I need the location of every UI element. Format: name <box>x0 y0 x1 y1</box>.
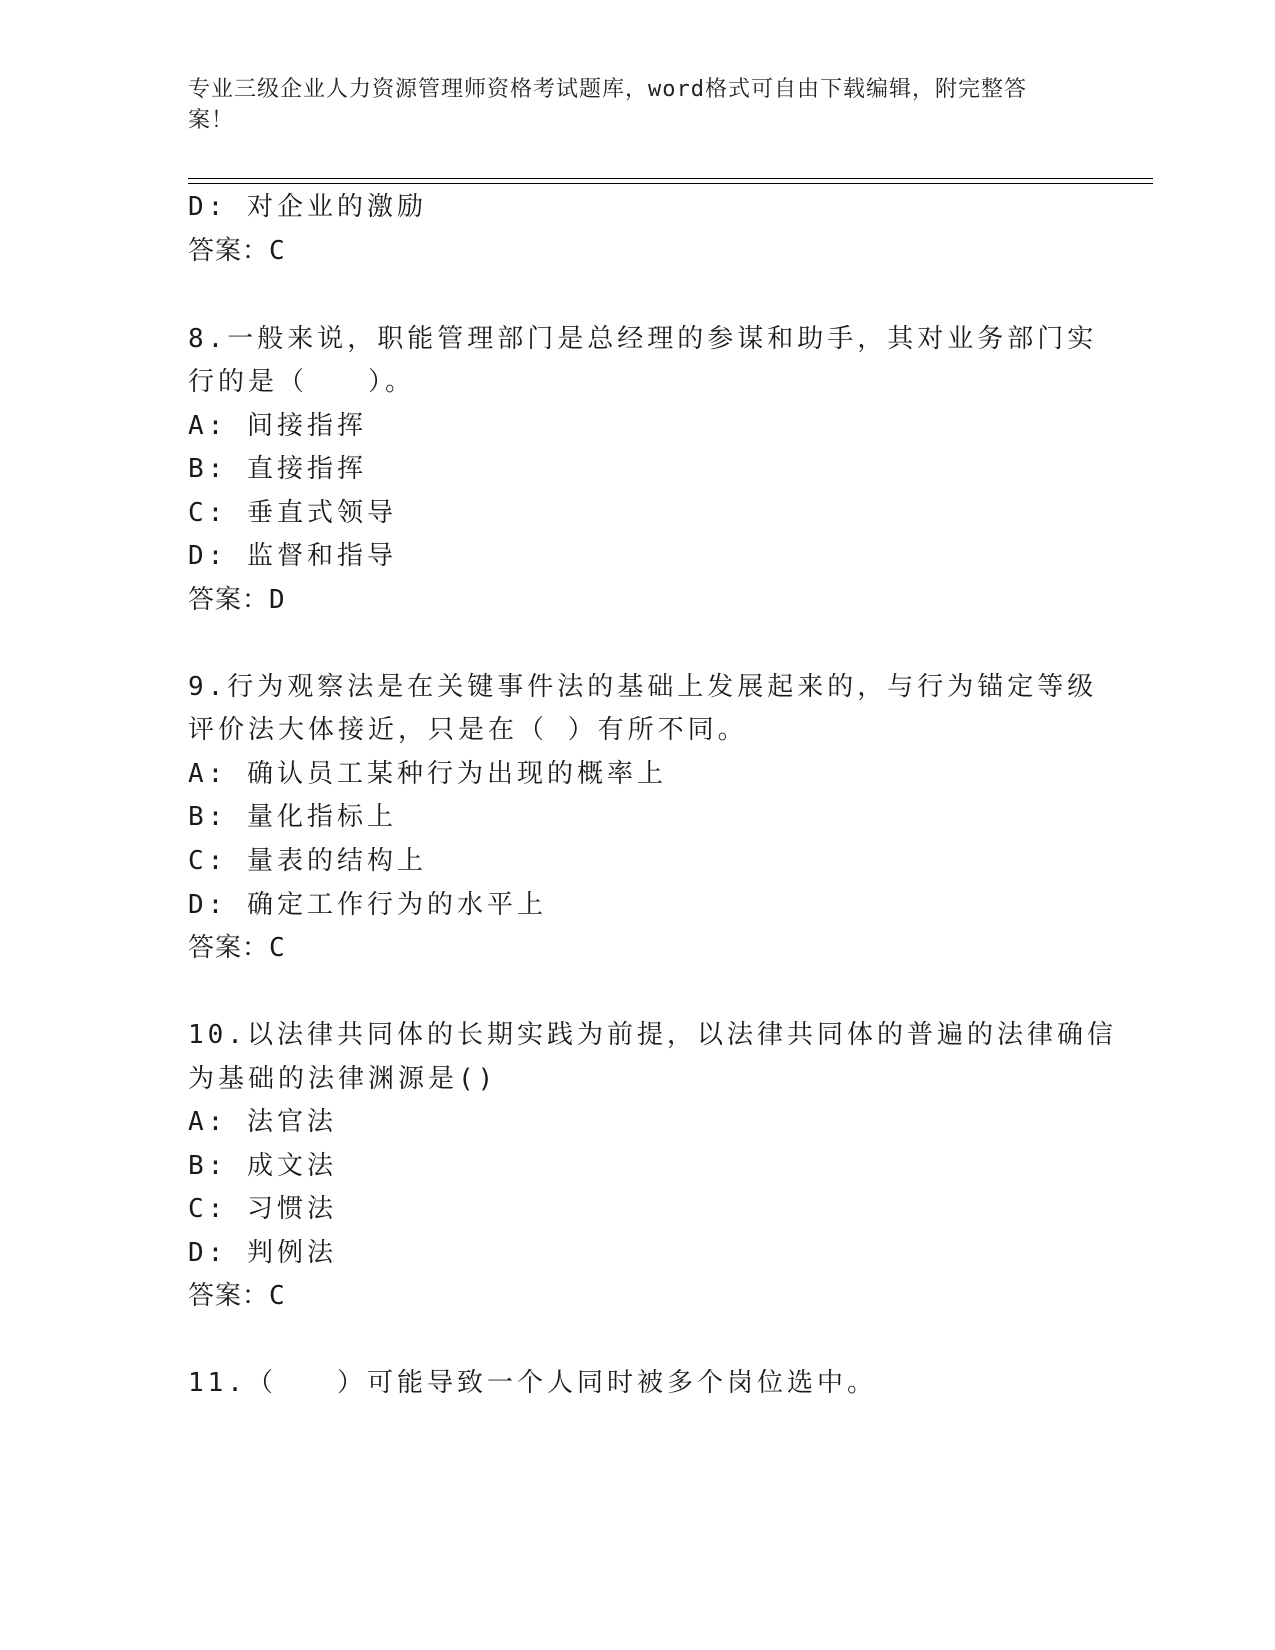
q9-option-c: C: 量表的结构上 <box>188 846 427 876</box>
document-header: 专业三级企业人力资源管理师资格考试题库，word格式可自由下载编辑，附完整答案！ <box>188 77 1027 133</box>
q9-stem-line1: 9.行为观察法是在关键事件法的基础上发展起来的，与行为锚定等级 <box>188 672 1098 702</box>
header-rule-bottom <box>188 183 1153 184</box>
q10-stem-line1: 10.以法律共同体的长期实践为前提，以法律共同体的普遍的法律确信 <box>188 1020 1117 1050</box>
header-rule-top <box>188 178 1153 179</box>
q8-option-d: D: 监督和指导 <box>188 541 397 571</box>
q10-option-a: A: 法官法 <box>188 1107 337 1137</box>
q8-stem-line2: 行的是（ ）。 <box>188 367 416 397</box>
q10-answer: 答案：C <box>188 1281 286 1311</box>
q10-option-d: D: 判例法 <box>188 1238 337 1268</box>
q7-option-d: D: 对企业的激励 <box>188 192 427 222</box>
q9-option-d: D: 确定工作行为的水平上 <box>188 890 547 920</box>
q10-stem-line2: 为基础的法律渊源是() <box>188 1064 498 1094</box>
q7-answer: 答案：C <box>188 236 286 266</box>
q8-option-c: C: 垂直式领导 <box>188 498 397 528</box>
q8-stem-line1: 8.一般来说，职能管理部门是总经理的参谋和助手，其对业务部门实 <box>188 324 1098 354</box>
q9-option-b: B: 量化指标上 <box>188 802 397 832</box>
q9-option-a: A: 确认员工某种行为出现的概率上 <box>188 759 667 789</box>
q9-stem-line2: 评价法大体接近，只是在（ ）有所不同。 <box>188 715 748 745</box>
q10-option-b: B: 成文法 <box>188 1151 337 1181</box>
q9-answer: 答案：C <box>188 933 286 963</box>
q8-answer: 答案：D <box>188 585 286 615</box>
q11-stem-line1: 11.（ ）可能导致一个人同时被多个岗位选中。 <box>188 1368 877 1398</box>
q8-option-b: B: 直接指挥 <box>188 454 367 484</box>
q8-option-a: A: 间接指挥 <box>188 411 367 441</box>
q10-option-c: C: 习惯法 <box>188 1194 337 1224</box>
